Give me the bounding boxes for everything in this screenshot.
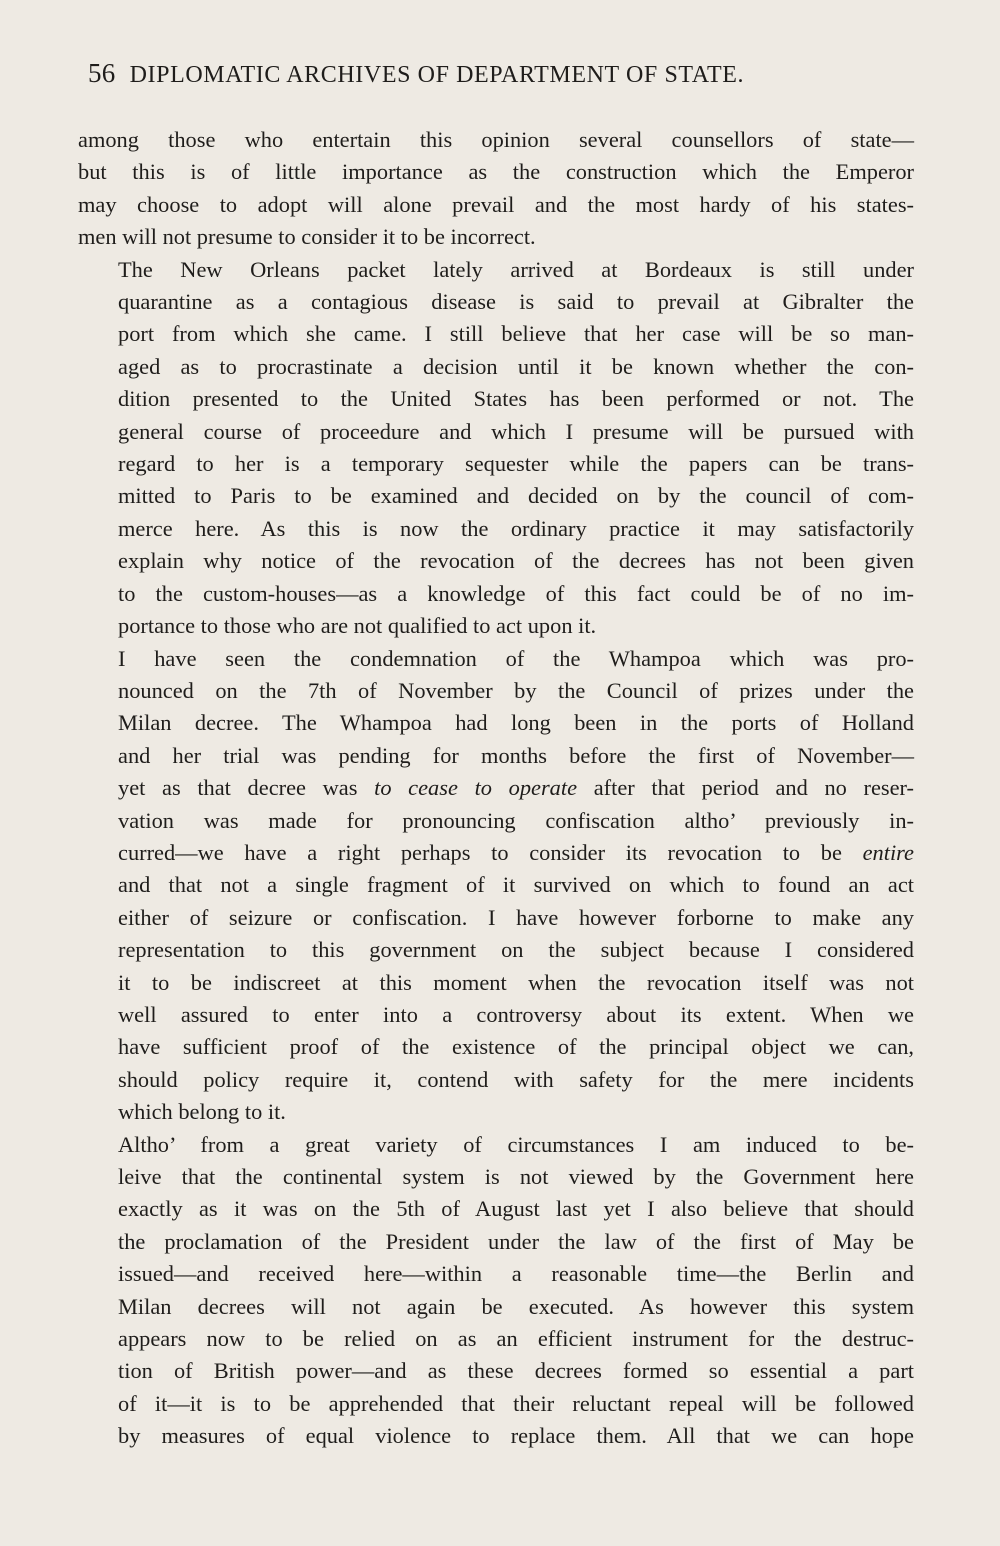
italic-text: to cease to operate: [374, 775, 578, 801]
text-line: tion of British power—and as these decrees formed so essential a part: [118, 1358, 914, 1384]
paragraph: [78, 254, 914, 643]
text-line: Milan decrees will not again be executed. As however this system: [118, 1293, 914, 1319]
text-line: merce here. As this is now the ordinary practice it may satisfactorily: [118, 515, 914, 541]
text-line: should policy require it, contend with safety for the mere incidents: [118, 1066, 914, 1092]
text-line: quarantine as a contagious disease is said to prevail at Gibralter the: [118, 289, 914, 315]
text-line: men will not presume to consider it to be incorrect.: [78, 224, 536, 250]
text-line: and that not a single fragment of it survived on which to found an act: [118, 872, 914, 898]
text-line: The New Orleans packet lately arrived at Bordeaux is still under: [118, 256, 914, 282]
text-line: representation to this government on the subject because I considered: [118, 937, 914, 963]
body-text: [78, 124, 914, 1453]
text-line: of it—it is to be apprehended that their reluctant repeal will be followed: [118, 1390, 914, 1416]
text-line: to the custom-houses—as a knowledge of this fact could be of no im-: [118, 580, 914, 606]
paragraph: [78, 1129, 914, 1453]
text-line: mitted to Paris to be examined and decided on by the council of com-: [118, 483, 914, 509]
text-line: nounced on the 7th of November by the Council of prizes under the: [118, 677, 914, 703]
document-page: [78, 58, 914, 1498]
text-line: aged as to procrastinate a decision until it be known whether the con-: [118, 353, 914, 379]
text-line: may choose to adopt will alone prevail and the most hardy of his states-: [78, 191, 914, 217]
running-head: [88, 58, 914, 98]
text-line: either of seizure or confiscation. I have however forborne to make any: [118, 904, 914, 930]
text-line: portance to those who are not qualified to act upon it.: [118, 613, 597, 639]
text-line: the proclamation of the President under the law of the first of May be: [118, 1228, 914, 1254]
text-line: exactly as it was on the 5th of August last yet I also believe that should: [118, 1196, 914, 1222]
text-line: Milan decree. The Whampoa had long been in the ports of Holland: [118, 710, 914, 736]
page-number: 56: [88, 58, 116, 88]
text-line: but this is of little importance as the construction which the Emperor: [78, 159, 914, 185]
text-line: by measures of equal violence to replace them. All that we can hope: [118, 1423, 914, 1449]
text-line: leive that the continental system is not viewed by the Government here: [118, 1164, 914, 1189]
text-line: dition presented to the United States has been performed or not. The: [118, 386, 914, 412]
text-line: Altho’ from a great variety of circumstances I am induced to be-: [118, 1131, 914, 1157]
text-line: have sufficient proof of the existence of the principal object we can,: [118, 1034, 914, 1060]
text-line: well assured to enter into a controversy about its extent. When we: [118, 1001, 914, 1027]
text-line: yet as that decree was to cease to operate after that period and no reser-: [118, 775, 915, 801]
text-line: general course of proceedure and which I presume will be pursued with: [118, 418, 914, 444]
text-line: port from which she came. I still believe that her case will be so man-: [118, 321, 914, 347]
text-line: appears now to be relied on as an efficient instrument for the destruc-: [118, 1326, 914, 1352]
text-line: issued—and received here—within a reasonable time—the Berlin and: [118, 1261, 914, 1287]
text-line: I have seen the condemnation of the Whampoa which was pro-: [118, 645, 914, 671]
text-line: it to be indiscreet at this moment when the revocation itself was not: [118, 969, 914, 995]
text-line: regard to her is a temporary sequester while the papers can be trans-: [118, 451, 914, 477]
paragraph: [78, 643, 914, 1129]
text-line: among those who entertain this opinion several counsellors of state—: [78, 127, 914, 152]
text-line: vation was made for pronouncing confiscation altho’ previously in-: [118, 807, 914, 833]
text-line: explain why notice of the revocation of the decrees has not been given: [118, 548, 914, 574]
running-head-title: DIPLOMATIC ARCHIVES OF DEPARTMENT OF STATE.: [129, 62, 745, 88]
text-line: which belong to it.: [118, 1099, 286, 1125]
text-line: curred—we have a right perhaps to consider its revocation to be entire: [118, 839, 914, 865]
italic-text: entire: [862, 839, 914, 865]
text-line: and her trial was pending for months before the first of November—: [118, 742, 914, 768]
paragraph: [78, 124, 914, 254]
